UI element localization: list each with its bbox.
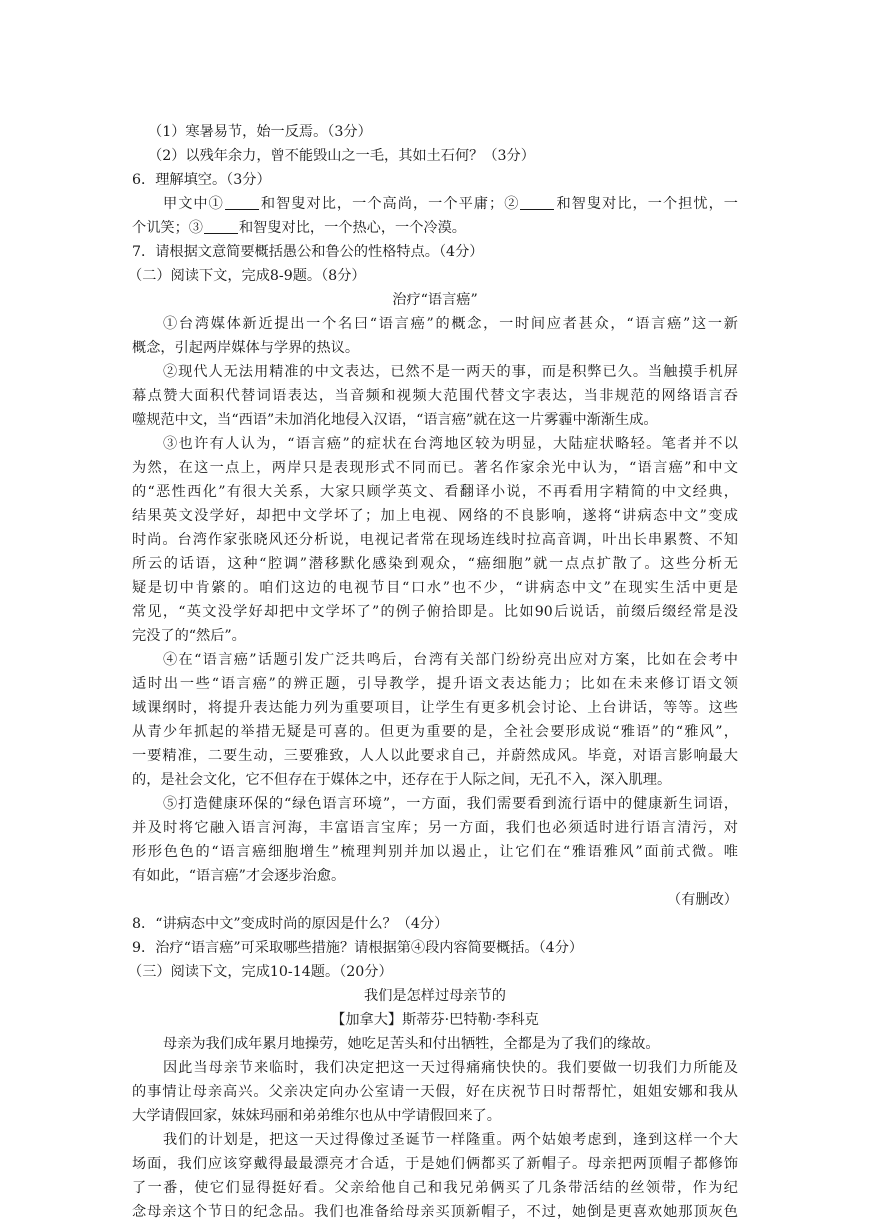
question-8: 8．“讲病态中文”变成时尚的原因是什么？（4分） xyxy=(132,916,449,932)
question-translate-1: （1）寒暑易节，始一反焉。（3分） xyxy=(148,124,372,140)
paragraph-3: 完没了的“然后”。 xyxy=(132,628,246,644)
story-paragraph-2: 的事情让母亲高兴。父亲决定向办公室请一天假，好在庆祝节日时帮帮忙，姐姐安娜和我从 xyxy=(132,1084,738,1100)
paragraph-4: 的，是社会文化，它不但存在于媒体之中，还存在于人际之间，无孔不入，深入肌理。 xyxy=(132,772,672,788)
paragraph-4: 域课纲时，将提升表达能力列为重要项目，让学生有更多机会讨论、上台讲话，等等。这些 xyxy=(132,700,738,716)
story-paragraph-2: 大学请假回家，妹妹玛丽和弟弟维尔也从中学请假回来了。 xyxy=(132,1108,501,1124)
answer-blank-3[interactable] xyxy=(204,219,238,234)
source-note: （有删改） xyxy=(667,892,738,908)
paragraph-3: 时尚。台湾作家张晓风还分析说，电视记者常在现场连线时拉高音调，叶出长串累赘、不知 xyxy=(132,532,738,548)
article-author: 【加拿大】斯蒂芬·巴特勒·李科克 xyxy=(331,1012,539,1028)
paragraph-3: ③也许有人认为，“语言癌”的症状在台湾地区较为明显，大陆症状略轻。笔者并不以 xyxy=(163,436,738,452)
paragraph-3: 的“恶性西化”有很大关系，大家只顾学英文、看翻译小说，不再看用字精简的中文经典， xyxy=(132,484,738,500)
story-paragraph-2: 因此当母亲节来临时，我们决定把这一天过得痛痛快快的。我们要做一切我们力所能及 xyxy=(163,1060,738,1076)
question-6: 6．理解填空。（3分） xyxy=(132,172,271,188)
paragraph-3: 疑是切中肯綮的。咱们这边的电视节目“口水”也不少，“讲病态中文”在现实生活中更是 xyxy=(132,580,738,596)
question-6-fill-line-1: 甲文中① 和智叟对比，一个高尚，一个平庸；② 和智叟对比，一个担忧，一 xyxy=(163,196,738,212)
paragraph-4: ④在“语言癌”话题引发广泛共鸣后，台湾有关部门纷纷亮出应对方案，比如在会考中 xyxy=(163,652,738,668)
paragraph-3: 结果英文没学好，却把中文学坏了；加上电视、网络的不良影响，遂将“讲病态中文”变成 xyxy=(132,508,738,524)
article-title-3: 我们是怎样过母亲节的 xyxy=(364,988,506,1004)
paragraph-4: 一要精准，二要生动，三要雅致，人人以此要求自己，并蔚然成风。毕竟，对语言影响最大 xyxy=(132,748,738,764)
paragraph-2: 幕点赞大面积代替词语表达，当音频和视频大范围代替文字表达，当非规范的网络语言吞 xyxy=(132,388,738,404)
section-2-heading: （二）阅读下文，完成8-9题。（8分） xyxy=(128,268,366,284)
story-paragraph-3: 了一番，使它们显得挺好看。父亲给他自己和我兄弟俩买了几条带活结的丝领带，作为纪 xyxy=(132,1180,738,1196)
paragraph-3: 所云的话语，这种“腔调”潜移默化感染到观众，“癌细胞”就一点点扩散了。这些分析无 xyxy=(132,556,738,572)
paragraph-1: ①台湾媒体新近提出一个名曰“语言癌”的概念，一时间应者甚众，“语言癌”这一新 xyxy=(163,316,738,332)
paragraph-4: 适时出一些“语言癌”的辨正题，引导教学，提升语文表达能力；比如在未来修订语文领 xyxy=(132,676,738,692)
paragraph-5: 形形色色的“语言癌细胞增生”梳理判别并加以遏止，让它们在“雅语雅风”面前式微。唯 xyxy=(132,844,738,860)
paragraph-5: 并及时将它融入语言河海，丰富语言宝库；另一方面，我们也必须适时进行语言清污，对 xyxy=(132,820,738,836)
paragraph-4: 从青少年抓起的举措无疑是可喜的。但更为重要的是，全社会要形成说“雅语”的“雅风”， xyxy=(132,724,738,740)
question-6-fill-line-2: 个讥笑；③ 和智叟对比，一个热心，一个冷漠。 xyxy=(132,220,466,236)
story-paragraph-3: 念母亲这个节日的纪念品。我们也准备给母亲买顶新帽子，不过，她倒是更喜欢她那顶灰色 xyxy=(132,1204,738,1220)
story-paragraph-3: 场面，我们应该穿戴得最最漂亮才合适，于是她们俩都买了新帽子。母亲把两顶帽子都修饰 xyxy=(132,1156,738,1172)
answer-blank-2[interactable] xyxy=(520,195,554,210)
question-translate-2: （2）以残年余力，曾不能毁山之一毛，其如土石何？（3分） xyxy=(148,148,535,164)
article-title-2: 治疗“语言癌” xyxy=(392,292,478,308)
answer-blank-1[interactable] xyxy=(225,195,259,210)
story-paragraph-1: 母亲为我们成年累月地操劳，她吃足苦头和付出牺牲，全都是为了我们的缘故。 xyxy=(163,1036,660,1052)
section-3-heading: （三）阅读下文，完成10-14题。（20分） xyxy=(128,964,393,980)
paragraph-3: 常见，“英文没学好却把中文学坏了”的例子俯拾即是。比如90后说话，前缀后缀经常是没 xyxy=(132,604,738,620)
question-7: 7．请根据文意简要概括愚公和鲁公的性格特点。（4分） xyxy=(132,244,484,260)
story-paragraph-3: 我们的计划是，把这一天过得像过圣诞节一样隆重。两个姑娘考虑到，逢到这样一个大 xyxy=(163,1132,738,1148)
paragraph-3: 为然，在这一点上，两岸只是表现形式不同而已。著名作家余光中认为，“语言癌”和中文 xyxy=(132,460,738,476)
paragraph-2: ②现代人无法用精准的中文表达，已然不是一两天的事，而是积弊已久。当触摸手机屏 xyxy=(163,364,738,380)
paragraph-2: 噬规范中文，当“西语”未加消化地侵入汉语，“语言癌”就在这一片雾霾中渐渐生成。 xyxy=(132,412,658,428)
paragraph-5: 有如此，“语言癌”才会逐步治愈。 xyxy=(132,868,346,884)
question-9: 9．治疗“语言癌”可采取哪些措施？请根据第④段内容简要概括。（4分） xyxy=(132,940,584,956)
paragraph-1: 概念，引起两岸媒体与学界的热议。 xyxy=(132,340,360,356)
paragraph-5: ⑤打造健康环保的“绿色语言环境”，一方面，我们需要看到流行语中的健康新生词语， xyxy=(163,796,738,812)
